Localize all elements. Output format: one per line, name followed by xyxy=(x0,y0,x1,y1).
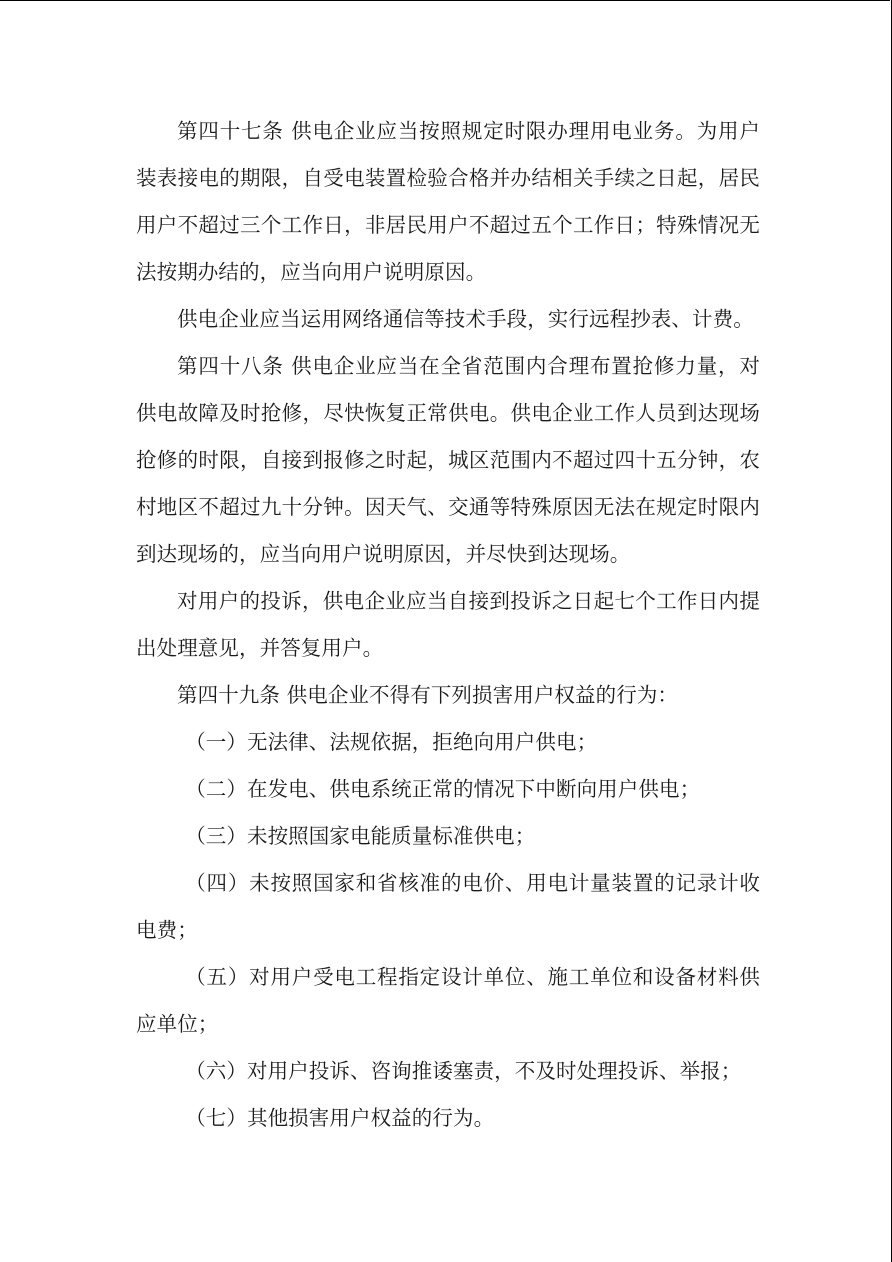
page-border-top xyxy=(0,0,890,1)
list-item-4: （四）未按照国家和省核准的电价、用电计量装置的记录计收电费； xyxy=(136,871,760,942)
article-47-remote-metering-paragraph: 供电企业应当运用网络通信等技术手段，实行远程抄表、计费。 xyxy=(177,307,754,331)
list-item-7: （七）其他损害用户权益的行为。 xyxy=(185,1106,495,1130)
document-body xyxy=(136,108,760,1142)
article-49-heading: 第四十九条 供电企业不得有下列损害用户权益的行为： xyxy=(177,683,679,707)
article-48-paragraph: 第四十八条 供电企业应当在全省范围内合理布置抢修力量，对供电故障及时抢修，尽快恢复正常供电。供电企业工作人员到达现场抢修的时限，自接到报修之时起，城区范围内不超过四十五分钟，农村地区不超过九十分钟。因天气、交通等特殊原因无法在规定时限内到达现场的，应当向用户说明原因，并尽快到达现场。 xyxy=(136,354,760,566)
list-item-1: （一）无法律、法规依据，拒绝向用户供电； xyxy=(185,730,598,754)
list-item-2: （二）在发电、供电系统正常的情况下中断向用户供电； xyxy=(185,777,701,801)
article-47-paragraph: 第四十七条 供电企业应当按照规定时限办理用电业务。为用户装表接电的期限，自受电装置检验合格并办结相关手续之日起，居民用户不超过三个工作日，非居民用户不超过五个工作日；特殊情况无法按期办结的，应当向用户说明原因。 xyxy=(136,119,760,284)
list-item-6: （六）对用户投诉、咨询推诿塞责，不及时处理投诉、举报； xyxy=(185,1059,742,1083)
list-item-3: （三）未按照国家电能质量标准供电； xyxy=(185,824,536,848)
article-48-complaint-paragraph: 对用户的投诉，供电企业应当自接到投诉之日起七个工作日内提出处理意见，并答复用户。 xyxy=(136,589,760,660)
list-item-5: （五）对用户受电工程指定设计单位、施工单位和设备材料供应单位； xyxy=(136,965,760,1036)
